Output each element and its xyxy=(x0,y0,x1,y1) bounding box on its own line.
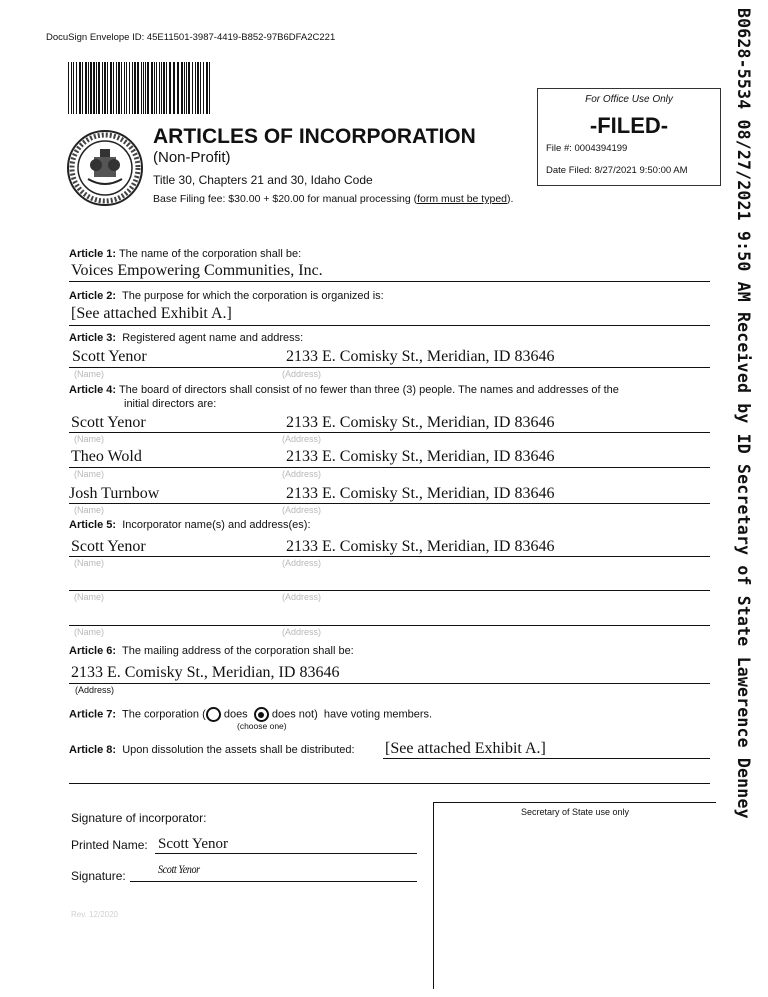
article-2-text: The purpose for which the corporation is organized is: xyxy=(122,290,384,302)
article-4-label xyxy=(69,384,619,396)
barcode-bar xyxy=(96,62,97,114)
barcode-bar xyxy=(68,62,69,114)
barcode-bar xyxy=(116,62,117,114)
barcode-bar xyxy=(129,62,130,114)
barcode-bar xyxy=(113,62,114,114)
signature-label: Signature: xyxy=(71,869,126,883)
article-8-number: Article 8: xyxy=(69,744,117,756)
divider xyxy=(69,556,710,557)
barcode-bar xyxy=(88,62,89,114)
barcode-bar xyxy=(203,62,204,114)
article-7-text: The corporation ( xyxy=(122,708,206,721)
barcode-bar xyxy=(76,62,77,114)
docusign-envelope-id: DocuSign Envelope ID: 45E11501-3987-4419-B852-97B6DFA2C221 xyxy=(46,32,336,43)
barcode-bar xyxy=(82,62,83,114)
divider xyxy=(69,590,710,591)
article-3-label xyxy=(69,332,303,344)
barcode-bar xyxy=(184,62,185,114)
article-7-number: Article 7: xyxy=(69,708,117,721)
director-3-name-field[interactable]: Josh Turnbow xyxy=(69,485,160,502)
article-8-text: Upon dissolution the assets shall be distributed: xyxy=(122,744,355,756)
article-6-label xyxy=(69,645,354,657)
divider xyxy=(69,325,710,326)
idaho-state-seal-icon xyxy=(66,129,144,207)
address-caption: (Address) xyxy=(282,369,322,379)
barcode-bar xyxy=(73,62,74,114)
barcode-bar xyxy=(90,62,92,114)
article-3-number: Article 3: xyxy=(69,332,117,344)
registered-agent-name-field[interactable]: Scott Yenor xyxy=(72,348,147,365)
divider xyxy=(69,467,710,468)
article-4-text-cont: initial directors are: xyxy=(124,398,217,410)
barcode-bar xyxy=(188,62,190,114)
article-4-number: Article 4: xyxy=(69,384,117,396)
form-must-be-typed-link[interactable]: form must be typed xyxy=(417,193,507,205)
barcode-image xyxy=(68,62,214,114)
does-not-option-label: does not) xyxy=(271,708,318,721)
barcode-bar xyxy=(134,62,136,114)
divider xyxy=(69,683,710,684)
form-revision: Rev. 12/2020 xyxy=(71,910,118,919)
barcode-bar xyxy=(79,62,81,114)
barcode-bar xyxy=(163,62,165,114)
barcode-bar xyxy=(192,62,193,114)
barcode-bar xyxy=(166,62,167,114)
form-title: ARTICLES OF INCORPORATION xyxy=(153,125,476,148)
receipt-stamp xyxy=(733,8,755,988)
barcode-bar xyxy=(145,62,146,114)
does-option-label: does xyxy=(223,708,248,721)
director-3-address-field[interactable]: 2133 E. Comisky St., Meridian, ID 83646 xyxy=(286,485,555,502)
name-caption: (Name) xyxy=(74,592,105,602)
article-1-number: Article 1: xyxy=(69,248,117,260)
address-caption: (Address) xyxy=(282,627,322,637)
barcode-bar xyxy=(209,62,210,114)
form-subtitle: (Non-Profit) xyxy=(153,149,231,166)
filed-status: -FILED- xyxy=(589,113,669,138)
office-use-box xyxy=(537,88,721,186)
barcode-bar xyxy=(186,62,187,114)
director-2-name-field[interactable]: Theo Wold xyxy=(71,448,142,465)
name-caption: (Name) xyxy=(74,434,105,444)
corporation-name-field[interactable]: Voices Empowering Communities, Inc. xyxy=(71,262,323,279)
article-3-text: Registered agent name and address: xyxy=(122,332,304,344)
barcode-bar xyxy=(85,62,87,114)
divider xyxy=(69,503,710,504)
incorporator-1-address-field[interactable]: 2133 E. Comisky St., Meridian, ID 83646 xyxy=(286,538,555,555)
barcode-bar xyxy=(137,62,139,114)
office-use-label: For Office Use Only xyxy=(585,94,673,105)
article-1-text: The name of the corporation shall be: xyxy=(118,248,302,260)
barcode-bar xyxy=(197,62,199,114)
purpose-field[interactable]: [See attached Exhibit A.] xyxy=(71,305,232,322)
article-1-label xyxy=(69,248,301,260)
article-5-text: Incorporator name(s) and address(es): xyxy=(122,519,311,531)
statute-reference: Title 30, Chapters 21 and 30, Idaho Code xyxy=(153,173,373,187)
choose-one-hint: (choose one) xyxy=(237,721,287,731)
barcode-bar xyxy=(118,62,120,114)
article-5-label xyxy=(69,519,311,531)
divider xyxy=(69,281,710,282)
article-8-label xyxy=(69,744,355,756)
printed-name-label: Printed Name: xyxy=(71,838,148,852)
divider xyxy=(69,625,710,626)
director-1-address-field[interactable]: 2133 E. Comisky St., Meridian, ID 83646 xyxy=(286,414,555,431)
barcode-bar xyxy=(71,62,72,114)
article-5-number: Article 5: xyxy=(69,519,117,531)
director-1-name-field[interactable]: Scott Yenor xyxy=(71,414,146,431)
printed-name-field[interactable]: Scott Yenor xyxy=(158,836,229,852)
name-caption: (Name) xyxy=(74,369,105,379)
article-7-text-end: have voting members. xyxy=(323,708,433,721)
barcode-bar xyxy=(98,62,100,114)
barcode-bar xyxy=(110,62,112,114)
divider xyxy=(383,758,710,759)
article-6-text: The mailing address of the corporation shall be: xyxy=(122,645,354,657)
divider xyxy=(155,853,417,854)
barcode-bar xyxy=(102,62,103,114)
signature-field[interactable]: Scott Yenor xyxy=(158,862,200,876)
article-2-number: Article 2: xyxy=(69,290,117,302)
barcode-bar xyxy=(147,62,149,114)
barcode-bar xyxy=(169,62,171,114)
barcode-bar xyxy=(151,62,153,114)
sos-use-label: Secretary of State use only xyxy=(520,807,630,817)
address-caption: (Address) xyxy=(282,592,322,602)
filing-fee-suffix: ). xyxy=(507,193,514,205)
sos-use-box xyxy=(433,802,716,989)
barcode-bar xyxy=(124,62,125,114)
dissolution-assets-field[interactable]: [See attached Exhibit A.] xyxy=(385,740,546,757)
article-2-label xyxy=(69,290,384,302)
barcode-bar xyxy=(206,62,208,114)
address-caption: (Address) xyxy=(282,469,322,479)
barcode-bar xyxy=(107,62,108,114)
barcode-bar xyxy=(200,62,201,114)
name-caption: (Name) xyxy=(74,627,105,637)
barcode-bar xyxy=(177,62,179,114)
name-caption: (Name) xyxy=(74,505,105,515)
article-7-label xyxy=(69,707,432,722)
filing-fee-note xyxy=(153,193,513,205)
barcode-bar xyxy=(161,62,162,114)
date-filed: Date Filed: 8/27/2021 9:50:00 AM xyxy=(546,165,688,176)
registered-agent-address-field[interactable]: 2133 E. Comisky St., Meridian, ID 83646 xyxy=(286,348,555,365)
filing-fee-text: Base Filing fee: $30.00 + $20.00 for manual processing ( xyxy=(153,193,418,205)
address-caption: (Address) xyxy=(282,434,322,444)
barcode-bar xyxy=(132,62,133,114)
address-caption: (Address) xyxy=(75,685,115,695)
receipt-stamp-text: B0628-5534 08/27/2021 9:50 AM Received by ID Secretary of State Lawerence Denney xyxy=(734,8,753,819)
divider xyxy=(69,367,710,368)
barcode-bar xyxy=(154,62,155,114)
director-2-address-field[interactable]: 2133 E. Comisky St., Meridian, ID 83646 xyxy=(286,448,555,465)
divider xyxy=(69,432,710,433)
divider xyxy=(69,783,710,784)
file-number: File #: 0004394199 xyxy=(546,143,628,154)
barcode-bar xyxy=(173,62,175,114)
divider xyxy=(130,881,417,882)
name-caption: (Name) xyxy=(74,469,105,479)
mailing-address-field[interactable]: 2133 E. Comisky St., Meridian, ID 83646 xyxy=(71,664,340,681)
barcode-bar xyxy=(126,62,127,114)
barcode-bar xyxy=(195,62,196,114)
address-caption: (Address) xyxy=(282,505,322,515)
voting-members-does-not-radio[interactable] xyxy=(254,707,269,722)
barcode-bar xyxy=(159,62,160,114)
barcode-bar xyxy=(104,62,106,114)
incorporator-1-name-field[interactable]: Scott Yenor xyxy=(71,538,146,555)
voting-members-does-radio[interactable] xyxy=(206,707,221,722)
article-4-text: The board of directors shall consist of no fewer than three (3) people. The names and addresses of the xyxy=(118,384,619,396)
barcode-bar xyxy=(93,62,95,114)
barcode-bar xyxy=(181,62,183,114)
barcode-bar xyxy=(121,62,122,114)
signature-heading: Signature of incorporator: xyxy=(71,811,207,825)
address-caption: (Address) xyxy=(282,558,322,568)
article-6-number: Article 6: xyxy=(69,645,117,657)
barcode-bar xyxy=(156,62,157,114)
barcode-bar xyxy=(143,62,144,114)
barcode-bar xyxy=(141,62,142,114)
name-caption: (Name) xyxy=(74,558,105,568)
